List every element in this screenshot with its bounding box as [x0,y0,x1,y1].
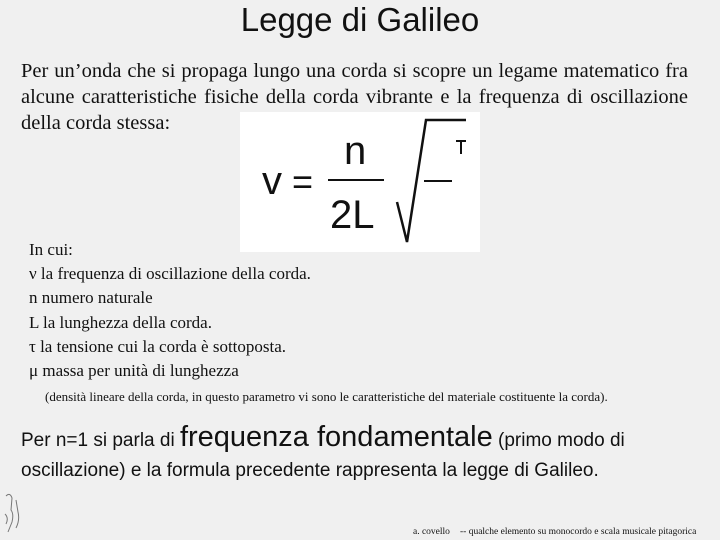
corner-sketch-icon [2,492,26,538]
conclusion-tail: (primo modo di oscillazione) e la formula precedente rappresenta la legge di Galileo. [21,430,625,481]
footer-author: a. covello [413,527,450,537]
conclusion-lead: Per n=1 si parla di [21,430,180,451]
definition-item: ν la frequenza di oscillazione della corda. [29,264,311,284]
formula-numerator: n [344,129,367,173]
definitions-heading: In cui: [29,240,73,259]
fundamental-frequency-term: frequenza fondamentale [179,421,493,453]
slide-title: Legge di Galileo [240,1,480,38]
galileo-formula [240,112,480,252]
footer-source: -- qualche elemento su monocordo e scala musicale pitagorica [460,527,697,537]
definition-item: n numero naturale [29,288,153,308]
formula-equals: = [292,161,314,202]
density-note: (densità lineare della corda, in questo parametro vi sono le caratteristiche del materiale costituente la corda). [45,389,608,404]
definitions-list [29,238,429,383]
definition-item: L la lunghezza della corda. [29,312,212,332]
definition-item: τ la tensione cui la corda è sottoposta. [29,336,287,356]
definition-item: μ massa per unità di lunghezza [29,361,239,381]
formula-denominator: 2L [330,193,375,237]
formula-graphic [240,112,480,252]
conclusion-paragraph [21,422,701,486]
formula-lhs: v [262,159,282,203]
intro-paragraph: Per un’onda che si propaga lungo una corda si scopre un legame matematico fra alcune caratteristiche fisiche della corda vibrante e la frequenza di oscillazione della corda stessa: [21,60,688,134]
